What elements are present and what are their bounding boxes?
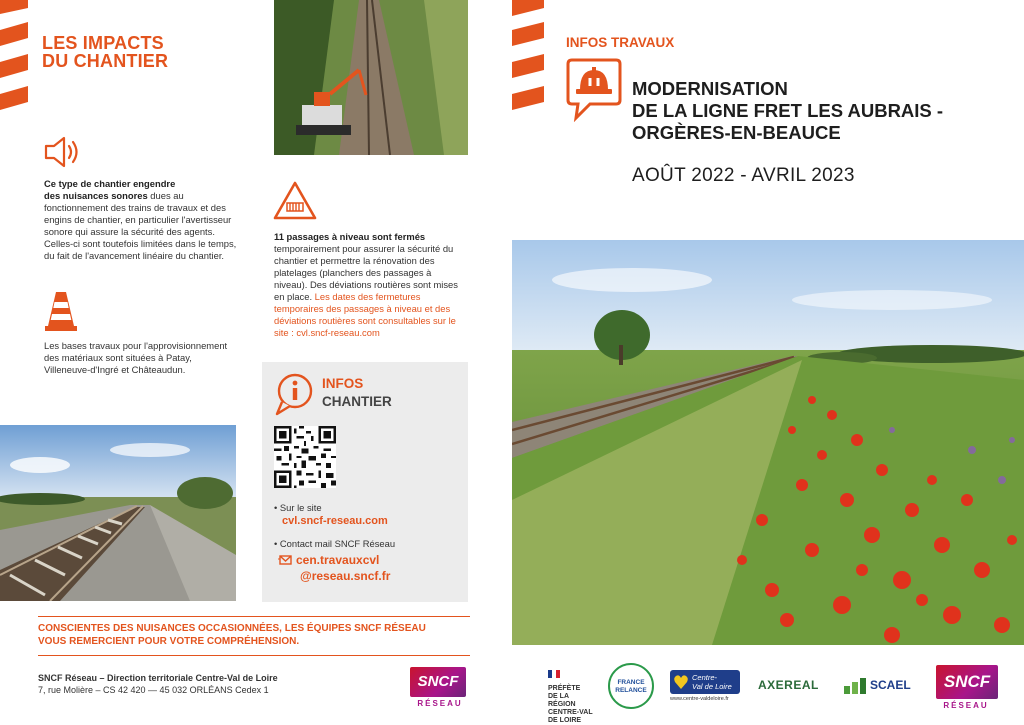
hard-hat-icon bbox=[566, 56, 622, 122]
crossings-orange-text: Les dates des fermetures temporaires des passages à niveau et des déviations routières sont consultables sur le site : cvl.sncf-reseau.com bbox=[274, 291, 456, 338]
region-url: www.centre-valdeloire.fr bbox=[670, 696, 729, 702]
address-org: SNCF Réseau – Direction territoriale Centre-Val de Loire bbox=[38, 673, 278, 683]
impacts-heading bbox=[42, 34, 168, 70]
reseau-logo-text: RÉSEAU bbox=[417, 699, 463, 708]
region-name-line2: Val de Loire bbox=[692, 682, 732, 691]
france-relance-text: FRANCE RELANCE bbox=[615, 679, 647, 694]
address-block bbox=[38, 672, 278, 696]
sncf-logo-text: SNCF bbox=[410, 667, 466, 697]
footer-rule-bottom bbox=[38, 655, 470, 656]
footer-rule-top bbox=[38, 616, 470, 617]
bases-paragraph: Les bases travaux pour l'approvisionnement des matériaux sont situées à Patay, Villeneuve-d'Ingré et Châteaudun. bbox=[44, 340, 228, 375]
scael-mark-icon bbox=[844, 676, 870, 694]
sncf-reseau-logo-left bbox=[410, 667, 470, 708]
site-label: • Sur le site bbox=[274, 502, 322, 513]
prefecture-text bbox=[548, 685, 598, 725]
qr-code[interactable] bbox=[274, 426, 336, 488]
reseau-logo-text-right: RÉSEAU bbox=[943, 701, 989, 710]
france-relance-logo bbox=[608, 663, 654, 709]
prefecture-line-4: DE LOIRE bbox=[548, 717, 582, 724]
mail-address-1[interactable]: cen.travauxcvl bbox=[296, 553, 380, 567]
email-send-icon bbox=[278, 554, 292, 566]
sncf-logo-text-right: SNCF bbox=[936, 665, 998, 699]
cover-photo-poppies bbox=[512, 240, 1024, 645]
noise-bold-2: des nuisances sonores bbox=[44, 190, 148, 201]
info-icon bbox=[274, 372, 316, 416]
thanks-line-2: VOUS REMERCIENT POUR VOTRE COMPRÉHENSION. bbox=[38, 636, 300, 647]
stripes-decoration bbox=[0, 0, 28, 115]
thanks-banner bbox=[38, 622, 470, 648]
chantier-title: CHANTIER bbox=[322, 394, 392, 409]
site-link[interactable]: cvl.sncf-reseau.com bbox=[282, 515, 388, 527]
stripes-decoration-right bbox=[512, 0, 544, 115]
crossings-text: temporairement pour assurer la sécurité du chantier et permettre la rénovation des platelages (planchers des passages à niveau). Des déviations routières sont mises en place. bbox=[274, 243, 458, 302]
region-name-line1: Centre- bbox=[692, 673, 718, 682]
cover-title-line3: ORGÈRES-EN-BEAUCE bbox=[632, 122, 841, 143]
level-crossing-warning-icon bbox=[273, 181, 317, 221]
prefecture-line-3: CENTRE-VAL bbox=[548, 709, 593, 716]
infos-title: INFOS bbox=[322, 376, 364, 391]
noise-paragraph bbox=[44, 178, 240, 262]
mail-label: • Contact mail SNCF Réseau bbox=[274, 538, 396, 549]
address-line: 7, rue Molière – CS 42 420 — 45 032 ORLÉANS Cedex 1 bbox=[38, 685, 269, 695]
scael-logo bbox=[844, 676, 916, 696]
french-flag-icon bbox=[548, 670, 560, 678]
axereal-logo: AXEREAL bbox=[758, 678, 819, 692]
mail-address-2[interactable]: @reseau.sncf.fr bbox=[300, 569, 391, 583]
noise-text: dues au fonctionnement des trains de travaux et des engins de chantier, en particulier l'avertisseur sonore qui assure la sécurité des agents. Celles-ci sont toutefois limitées dans le temps, du fait de l'avancement linéaire du chantier. bbox=[44, 190, 237, 261]
prefecture-logo bbox=[548, 665, 598, 725]
infos-travaux-kicker: INFOS TRAVAUX bbox=[566, 35, 675, 50]
track-aerial-photo bbox=[274, 0, 468, 155]
speaker-icon bbox=[42, 134, 84, 170]
region-name bbox=[692, 673, 732, 691]
prefecture-line-1: PRÉFÈTE bbox=[548, 685, 581, 692]
impacts-heading-line2: DU CHANTIER bbox=[42, 51, 169, 71]
track-photo-left bbox=[0, 425, 236, 601]
cover-dates: AOÛT 2022 - AVRIL 2023 bbox=[632, 165, 855, 186]
cover-title-line2: DE LA LIGNE FRET LES AUBRAIS - bbox=[632, 100, 944, 121]
cover-title bbox=[632, 78, 943, 144]
centre-val-de-loire-logo bbox=[670, 670, 742, 704]
thanks-line-1: CONSCIENTES DES NUISANCES OCCASIONNÉES, LES ÉQUIPES SNCF RÉSEAU bbox=[38, 623, 426, 634]
prefecture-line-2: DE LA RÉGION bbox=[548, 693, 576, 708]
noise-bold-1: Ce type de chantier engendre bbox=[44, 178, 176, 189]
crossings-bold: 11 passages à niveau sont fermés bbox=[274, 231, 426, 242]
infos-chantier-box bbox=[262, 362, 468, 602]
scael-text: SCAEL bbox=[870, 678, 911, 692]
impacts-heading-line1: LES IMPACTS bbox=[42, 33, 164, 53]
region-heart-icon bbox=[673, 673, 689, 691]
crossings-paragraph bbox=[274, 231, 466, 339]
sncf-reseau-logo-right bbox=[936, 665, 996, 710]
traffic-cone-icon bbox=[44, 290, 78, 332]
cover-title-line1: MODERNISATION bbox=[632, 78, 788, 99]
